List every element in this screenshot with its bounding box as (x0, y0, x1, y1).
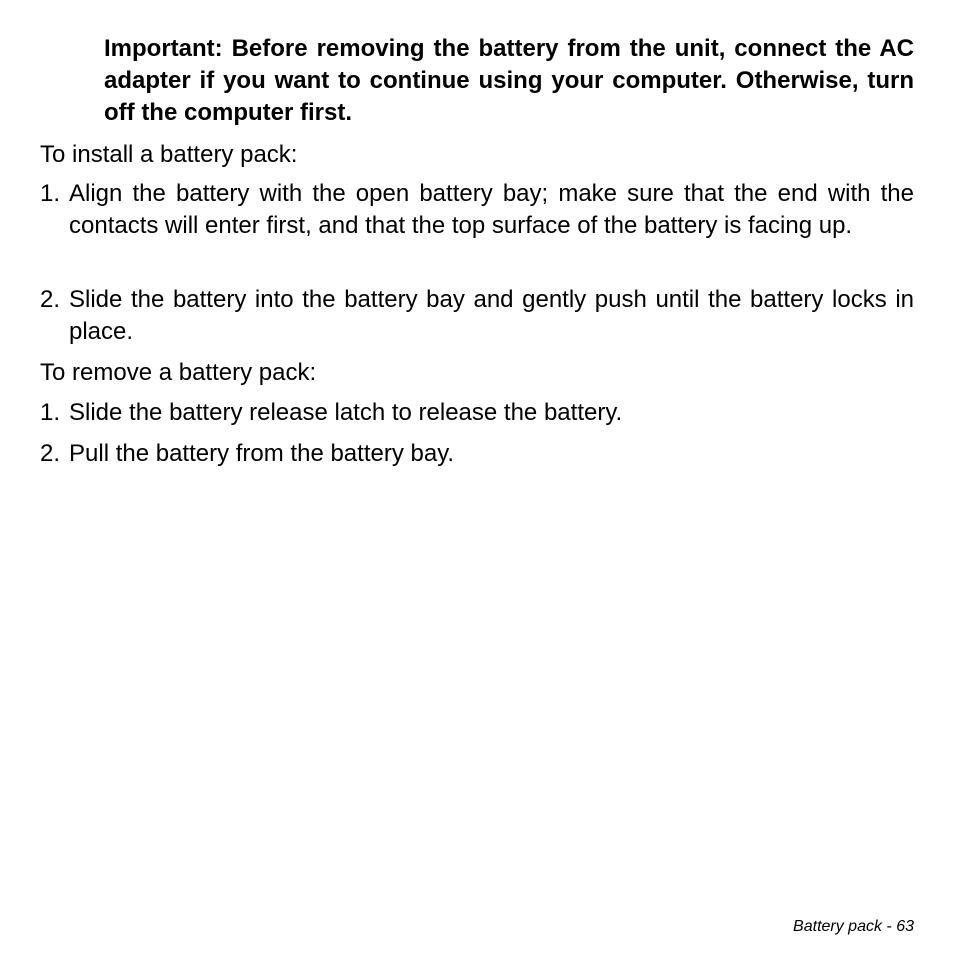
page-number: 63 (896, 918, 914, 935)
important-note: Important: Before removing the battery from the unit, connect the AC adapter if you want to continue using your computer. Otherwise, turn off the computer first. (104, 35, 914, 126)
install-step-1 (40, 178, 914, 242)
install-step-1-number: 1. (40, 180, 61, 207)
install-step-2 (40, 284, 914, 348)
remove-step-2-text: Pull the battery from the battery bay. (69, 440, 455, 467)
install-intro: To install a battery pack: (40, 141, 298, 168)
remove-step-2-number: 2. (40, 440, 61, 467)
footer-section-title: Battery pack - (793, 918, 892, 935)
remove-step-1-number: 1. (40, 399, 61, 426)
install-step-2-text: Slide the battery into the battery bay and gently push until the battery locks in place. (69, 286, 914, 345)
remove-step-2 (40, 438, 914, 470)
page-footer (793, 918, 914, 936)
install-step-1-text: Align the battery with the open battery bay; make sure that the end with the contacts will enter first, and that the top surface of the battery is facing up. (69, 180, 914, 239)
remove-intro: To remove a battery pack: (40, 359, 317, 386)
remove-step-1-text: Slide the battery release latch to release the battery. (69, 399, 623, 426)
install-step-2-number: 2. (40, 286, 61, 313)
remove-step-1 (40, 397, 914, 429)
